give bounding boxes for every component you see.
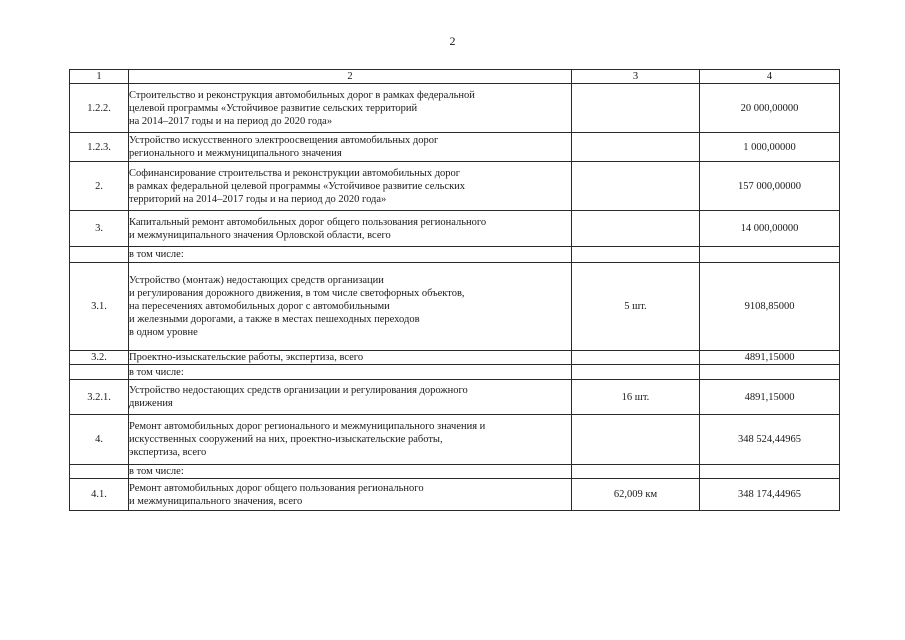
row-number-cell: 3.2.: [70, 351, 129, 365]
description-line: и межмуниципального значения Орловской области, всего: [129, 229, 391, 241]
amount-cell: 1 000,00000: [700, 133, 840, 162]
table-row: [70, 380, 840, 415]
row-number-cell: 4.1.: [70, 479, 129, 511]
unit-cell: [572, 465, 700, 479]
amount-cell: 4891,15000: [700, 380, 840, 415]
subheader-label: в том числе:: [129, 365, 572, 380]
row-number-cell: [70, 465, 129, 479]
description-line: движения: [129, 398, 173, 409]
description-cell: [129, 380, 572, 415]
row-number-cell: [70, 247, 129, 263]
unit-cell: [572, 415, 700, 465]
row-number-cell: 2.: [70, 162, 129, 211]
amount-cell: 157 000,00000: [700, 162, 840, 211]
amount-cell: [700, 465, 840, 479]
amount-cell: [700, 247, 840, 263]
description-line: экспертиза, всего: [129, 447, 207, 458]
table-row: [70, 263, 840, 351]
row-number-cell: 3.2.1.: [70, 380, 129, 415]
unit-cell: [572, 84, 700, 133]
description-line: на пересечениях автомобильных дорог с автомобильными: [129, 301, 390, 312]
description-line: Строительство и реконструкция автомобильных дорог в рамках федеральной: [129, 89, 475, 101]
amount-cell: 4891,15000: [700, 351, 840, 365]
row-number-cell: 1.2.3.: [70, 133, 129, 162]
amount-cell: 14 000,00000: [700, 211, 840, 247]
description-cell: [129, 351, 572, 365]
description-line: целевой программы «Устойчивое развитие сельских территорий: [129, 102, 418, 114]
description-cell: [129, 415, 572, 465]
description-line: Софинансирование строительства и реконструкции автомобильных дорог: [129, 167, 461, 179]
row-number-cell: 3.1.: [70, 263, 129, 351]
table-row: [70, 415, 840, 465]
description-line: Устройство искусственного электроосвещения автомобильных дорог: [129, 135, 439, 146]
unit-cell: [572, 365, 700, 380]
description-cell: [129, 84, 572, 133]
amount-cell: [700, 365, 840, 380]
unit-cell: [572, 211, 700, 247]
description-line: Устройство (монтаж) недостающих средств организации: [129, 275, 384, 286]
table-row: [70, 133, 840, 162]
amount-cell: 9108,85000: [700, 263, 840, 351]
table-subheader-row: [70, 465, 840, 479]
table-header-row: [70, 70, 840, 84]
description-line: регионального и межмуниципального значения: [129, 148, 342, 159]
description-cell: [129, 479, 572, 511]
description-line: искусственных сооружений на них, проектно-изыскательские работы,: [129, 434, 443, 445]
unit-cell: 16 шт.: [572, 380, 700, 415]
unit-cell: 5 шт.: [572, 263, 700, 351]
amount-cell: 348 174,44965: [700, 479, 840, 511]
table-row: [70, 211, 840, 247]
row-number-cell: 4.: [70, 415, 129, 465]
header-cell-2: 2: [129, 70, 572, 84]
description-cell: [129, 211, 572, 247]
header-cell-4: 4: [700, 70, 840, 84]
description-cell: [129, 162, 572, 211]
unit-cell: [572, 162, 700, 211]
amount-cell: 348 524,44965: [700, 415, 840, 465]
description-line: и межмуниципального значения, всего: [129, 495, 303, 507]
description-line: Капитальный ремонт автомобильных дорог общего пользования регионального: [129, 216, 487, 228]
description-cell: [129, 133, 572, 162]
description-line: в одном уровне: [129, 327, 198, 338]
header-cell-1: 1: [70, 70, 129, 84]
table-row: [70, 351, 840, 365]
description-line: и регулирования дорожного движения, в том числе светофорных объектов,: [129, 288, 465, 299]
description-line: на 2014–2017 годы и на период до 2020 года»: [129, 115, 333, 127]
subheader-label: в том числе:: [129, 465, 572, 479]
row-number-cell: 3.: [70, 211, 129, 247]
header-cell-3: 3: [572, 70, 700, 84]
page-number: 2: [449, 34, 456, 48]
budget-table: [69, 69, 840, 511]
description-line: Проектно-изыскательские работы, экспертиза, всего: [129, 352, 364, 363]
table-row: [70, 479, 840, 511]
unit-cell: [572, 133, 700, 162]
table-subheader-row: [70, 247, 840, 263]
unit-cell: [572, 247, 700, 263]
unit-cell: [572, 351, 700, 365]
row-number-cell: 1.2.2.: [70, 84, 129, 133]
subheader-label: в том числе:: [129, 247, 572, 263]
table-row: [70, 84, 840, 133]
table-subheader-row: [70, 365, 840, 380]
description-line: Ремонт автомобильных дорог общего пользования регионального: [129, 482, 424, 494]
description-line: Устройство недостающих средств организации и регулирования дорожного: [129, 385, 468, 396]
description-line: и железными дорогами, а также в местах пешеходных переходов: [129, 314, 420, 325]
description-cell: [129, 263, 572, 351]
table-row: [70, 162, 840, 211]
row-number-cell: [70, 365, 129, 380]
unit-cell: 62,009 км: [572, 479, 700, 511]
description-line: в рамках федеральной целевой программы «Устойчивое развитие сельских: [129, 180, 466, 192]
description-line: Ремонт автомобильных дорог регионального и межмуниципального значения и: [129, 421, 486, 432]
amount-cell: 20 000,00000: [700, 84, 840, 133]
description-line: территорий на 2014–2017 годы и на период до 2020 года»: [129, 193, 387, 205]
